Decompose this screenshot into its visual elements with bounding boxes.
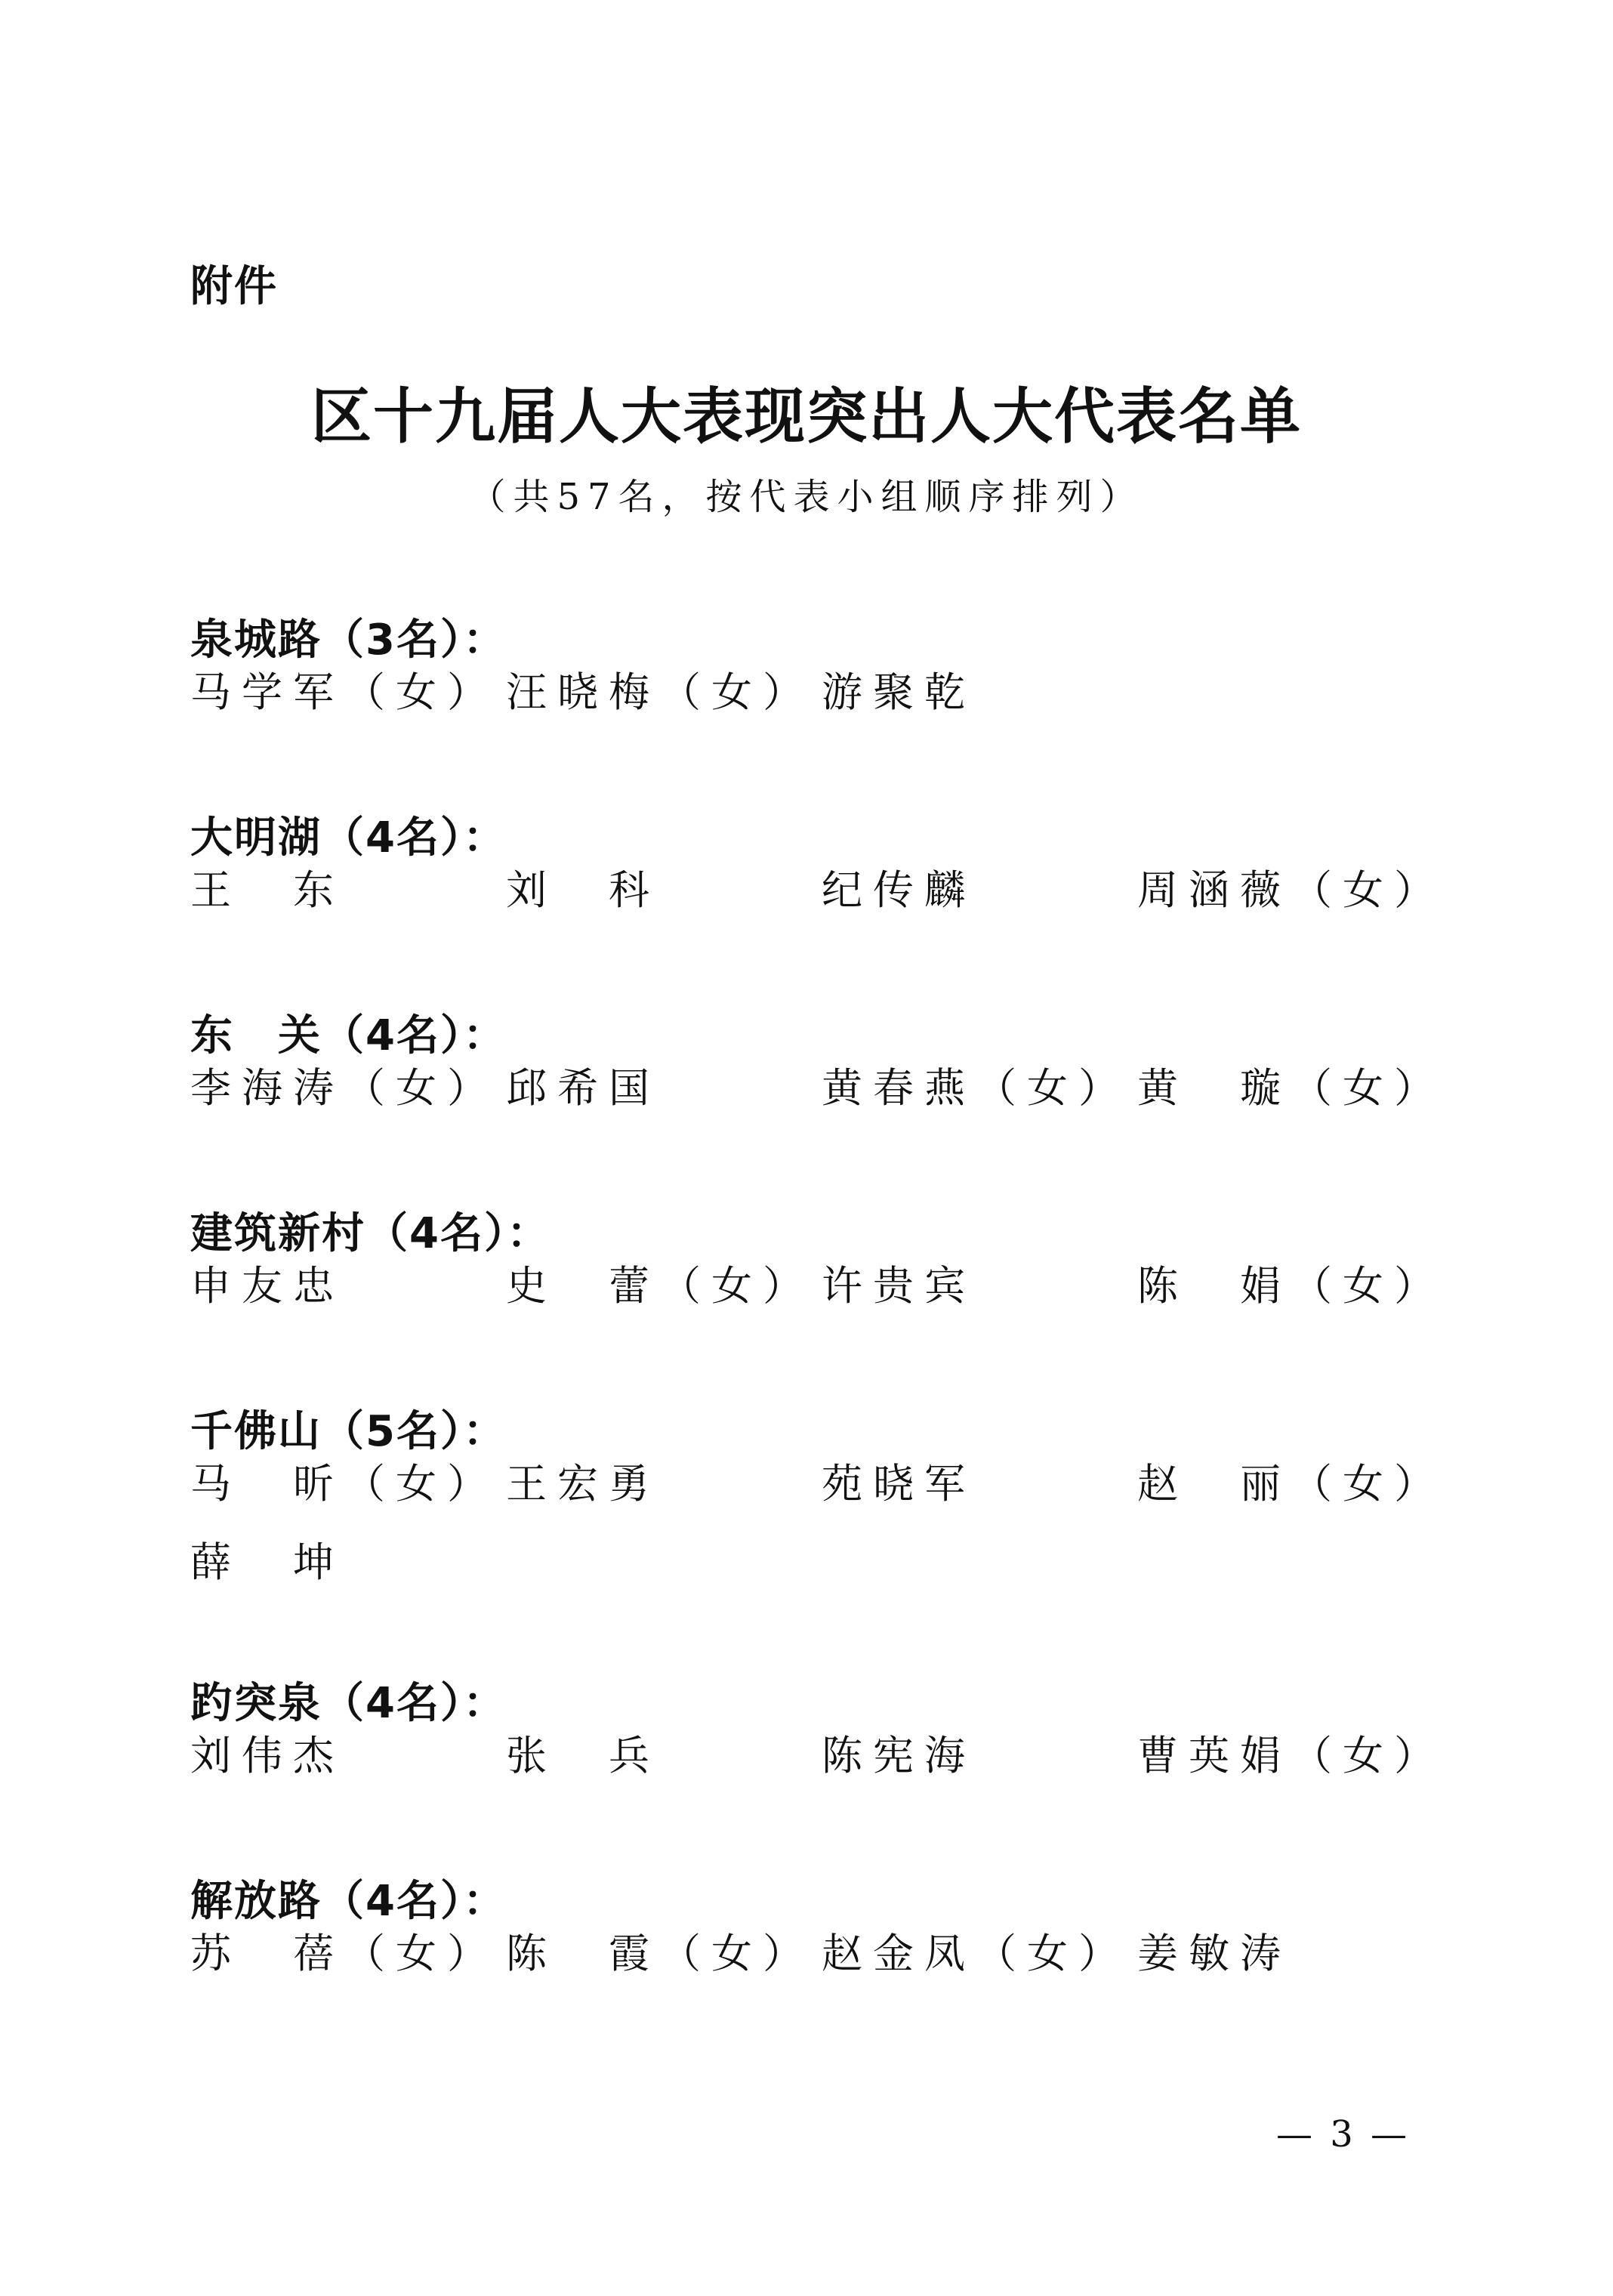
delegate-name: 王宏勇	[506, 1460, 660, 1508]
delegate-name: 李海涛（女）	[190, 1064, 498, 1112]
delegate-name: 黄春燕（女）	[822, 1064, 1130, 1112]
delegate-name: 薛 坤	[190, 1538, 344, 1586]
delegate-name: 赵金凤（女）	[822, 1930, 1130, 1977]
delegate-name: 刘 科	[506, 866, 660, 914]
delegate-name: 苑晓军	[822, 1460, 976, 1508]
page-number: — 3 —	[1276, 2113, 1411, 2156]
document-subtitle: （共57名，按代表小组顺序排列）	[469, 476, 1144, 518]
delegate-name: 张 兵	[506, 1732, 660, 1779]
group-heading: 千佛山（5名）：	[190, 1407, 507, 1456]
delegate-name: 马 昕（女）	[190, 1460, 498, 1508]
delegate-name: 姜敏涛	[1137, 1930, 1291, 1977]
group-heading: 建筑新村（4名）：	[190, 1209, 551, 1258]
name-row	[190, 668, 1474, 751]
document-title: 区十九届人大表现突出人大代表名单	[311, 381, 1302, 452]
group-heading: 趵突泉（4名）：	[190, 1679, 507, 1728]
delegate-name: 赵 丽（女）	[1137, 1460, 1445, 1508]
delegate-name: 陈 娟（女）	[1137, 1262, 1445, 1310]
name-row	[190, 866, 1474, 949]
delegate-group-jiefanglu	[190, 1877, 1474, 2012]
attachment-label: 附件	[190, 262, 278, 311]
delegate-name: 王 东	[190, 866, 344, 914]
delegate-name: 陈宪海	[822, 1732, 976, 1779]
delegate-name: 纪传麟	[822, 866, 976, 914]
delegate-name: 申友忠	[190, 1262, 344, 1310]
delegate-group-baotuquan	[190, 1679, 1474, 1814]
delegate-name: 邱希国	[506, 1064, 660, 1112]
delegate-name: 苏 蓓（女）	[190, 1930, 498, 1977]
group-heading: 大明湖（4名）：	[190, 813, 507, 863]
delegate-name: 刘伟杰	[190, 1732, 344, 1779]
name-row	[190, 1930, 1474, 2012]
name-row	[190, 1064, 1474, 1146]
delegate-name: 史 蕾（女）	[506, 1262, 814, 1310]
delegate-group-daminghu	[190, 813, 1474, 949]
delegate-name: 许贵宾	[822, 1262, 976, 1310]
group-heading: 泉城路（3名）：	[190, 616, 507, 665]
delegate-name: 陈 霞（女）	[506, 1930, 814, 1977]
name-row	[190, 1538, 1474, 1621]
delegate-group-quanchenglu	[190, 616, 1474, 751]
name-row	[190, 1732, 1474, 1814]
delegate-name: 周涵薇（女）	[1137, 866, 1445, 914]
group-heading: 东 关（4名）：	[190, 1011, 507, 1060]
delegate-name: 黄 璇（女）	[1137, 1064, 1445, 1112]
delegate-name: 游聚乾	[822, 668, 976, 716]
group-heading: 解放路（4名）：	[190, 1877, 507, 1926]
delegate-group-dongguan	[190, 1011, 1474, 1146]
delegate-group-jianzhuxincun	[190, 1209, 1474, 1344]
delegate-name: 汪晓梅（女）	[506, 668, 814, 716]
delegate-name: 曹英娟（女）	[1137, 1732, 1445, 1779]
name-row	[190, 1460, 1474, 1542]
delegate-group-qianfoshan	[190, 1407, 1474, 1621]
delegate-name: 马学军（女）	[190, 668, 498, 716]
name-row	[190, 1262, 1474, 1344]
